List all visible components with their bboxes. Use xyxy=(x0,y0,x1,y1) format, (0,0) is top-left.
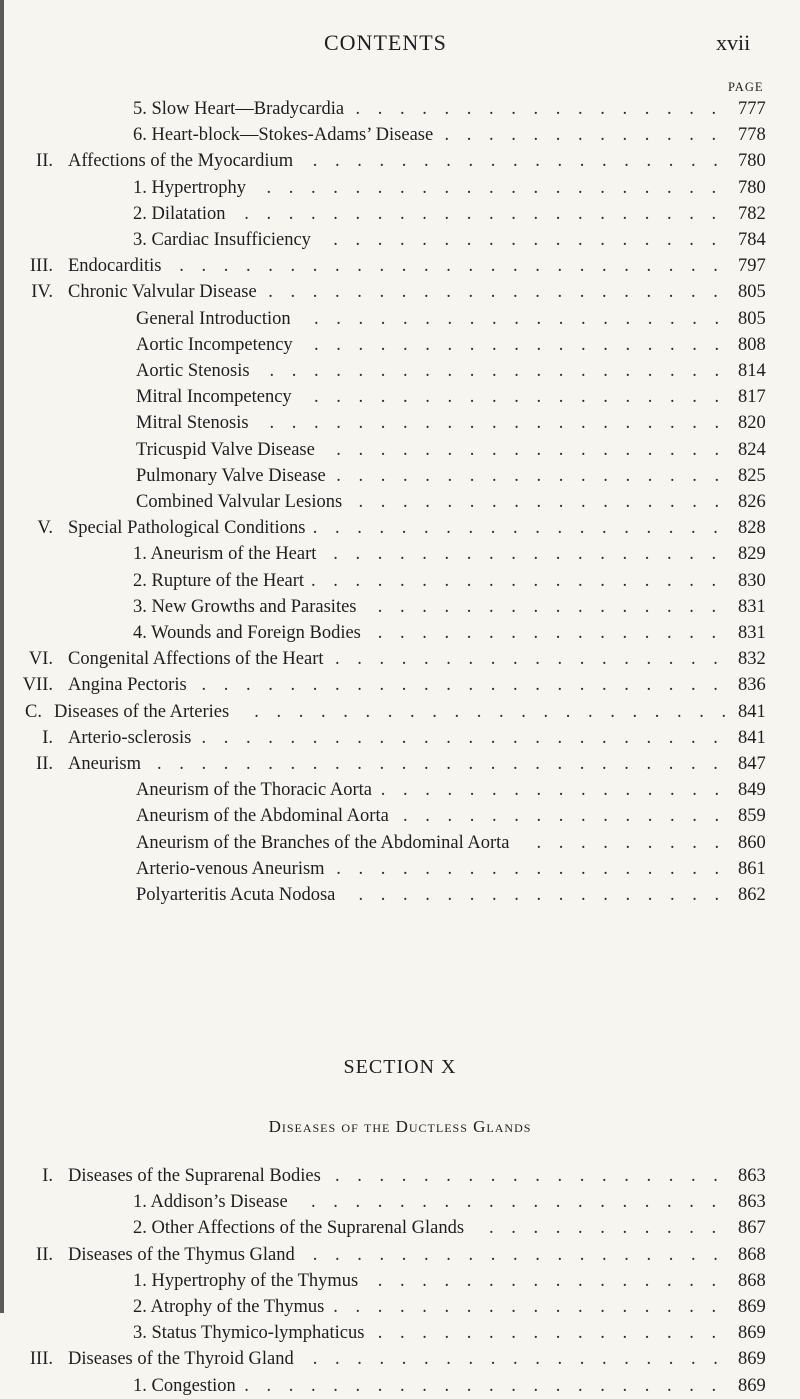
toc-entry[interactable] xyxy=(0,122,800,148)
toc-entry-title: Aortic Stenosis . . . xyxy=(136,358,734,384)
toc-entry-title: Special Pathological Conditions . . . xyxy=(68,515,734,541)
toc-entry-page: 805 xyxy=(738,282,766,303)
toc-entry-title: Tricuspid Valve Disease . . . xyxy=(136,437,734,463)
toc-entry-number: II. xyxy=(36,754,53,774)
toc-entry-title: Congenital Affections of the Heart . . . xyxy=(68,646,734,672)
toc-entry-title: Mitral Incompetency . . . xyxy=(136,384,734,410)
toc-entry-page: 860 xyxy=(738,832,766,853)
toc-entry-number: V. xyxy=(37,518,53,539)
toc-entry-title: 1. Congestion . . . xyxy=(133,1373,734,1399)
toc-entry-page: 820 xyxy=(738,413,766,434)
toc-entry[interactable] xyxy=(0,1294,800,1320)
toc-entry[interactable] xyxy=(0,646,800,672)
toc-entry-title: Aneurism of the Abdominal Aorta . . . xyxy=(136,803,734,829)
toc-entry-page: 849 xyxy=(738,780,766,801)
toc-entry-number: III. xyxy=(29,1349,53,1370)
section-subtitle: Diseases of the Ductless Glands xyxy=(268,1117,532,1136)
toc-entry[interactable] xyxy=(0,253,800,279)
toc-entry-title: Arterio-venous Aneurism . . . xyxy=(136,856,734,882)
toc-entry-page: 782 xyxy=(738,203,766,224)
toc-entry-page: 869 xyxy=(738,1323,766,1344)
toc-entry-title: Pulmonary Valve Disease . . . xyxy=(136,463,734,489)
toc-entry[interactable] xyxy=(0,672,800,698)
toc-entry[interactable] xyxy=(0,699,800,725)
toc-entry-title: Arterio-sclerosis . . . xyxy=(68,725,734,751)
page-header xyxy=(0,30,800,60)
toc-entry-number: III. xyxy=(29,256,53,277)
toc-entry[interactable] xyxy=(0,1163,800,1189)
toc-entry[interactable] xyxy=(0,201,800,227)
toc-entry-number: II. xyxy=(36,1244,53,1265)
toc-entry[interactable] xyxy=(0,620,800,646)
toc-entry[interactable] xyxy=(0,725,800,751)
toc-entry-title: 3. New Growths and Parasites . . . xyxy=(133,594,734,620)
toc-entry[interactable] xyxy=(0,515,800,541)
toc-entry[interactable] xyxy=(0,803,800,829)
toc-entry-page: 831 xyxy=(738,623,766,643)
toc-entry-title: Aortic Incompetency . . . xyxy=(136,332,734,358)
toc-entry-page: 868 xyxy=(738,1270,766,1291)
toc-entry[interactable] xyxy=(0,541,800,567)
toc-entry-page: 867 xyxy=(738,1218,766,1239)
toc-entry[interactable] xyxy=(0,358,800,384)
page-column-label: PAGE xyxy=(728,80,764,94)
toc-entry-title: Diseases of the Suprarenal Bodies . . . xyxy=(68,1163,734,1189)
toc-entry[interactable] xyxy=(0,1373,800,1399)
toc-entry[interactable] xyxy=(0,410,800,436)
toc-entry-page: 868 xyxy=(738,1244,766,1265)
toc-entry[interactable] xyxy=(0,384,800,410)
toc-entry[interactable] xyxy=(0,1268,800,1294)
toc-entry-page: 780 xyxy=(738,177,766,198)
toc-entry-title: Diseases of the Thyroid Gland . . . xyxy=(68,1346,734,1372)
toc-entry-title: Aneurism of the Branches of the Abdominal Aorta . . . xyxy=(136,830,734,856)
toc-entry[interactable] xyxy=(0,568,800,594)
toc-entry[interactable] xyxy=(0,830,800,856)
toc-entry-title: 5. Slow Heart—Bradycardia . . . xyxy=(133,96,734,122)
toc-entry-page: 830 xyxy=(738,570,766,591)
toc-entry-page: 863 xyxy=(738,1192,766,1213)
toc-entry-title: Aneurism of the Thoracic Aorta . . . xyxy=(136,777,734,803)
toc-entry-page: 784 xyxy=(738,230,766,250)
toc-entry-page: 863 xyxy=(738,1166,766,1186)
toc-entry-title: Affections of the Myocardium . . . xyxy=(68,148,734,174)
toc-entry[interactable] xyxy=(0,594,800,620)
toc-entry-title: 1. Hypertrophy of the Thymus . . . xyxy=(133,1268,734,1294)
toc-entry-page: 817 xyxy=(738,387,766,408)
running-title: CONTENTS xyxy=(324,30,447,55)
toc-entry-page: 869 xyxy=(738,1375,766,1396)
toc-entry-title: 6. Heart-block—Stokes-Adams’ Disease . . . xyxy=(133,122,734,148)
toc-entry-page: 869 xyxy=(738,1297,766,1317)
toc-entry-page: 836 xyxy=(738,675,766,696)
toc-entry[interactable] xyxy=(0,175,800,201)
toc-entry-title: 2. Atrophy of the Thymus . . . xyxy=(133,1294,734,1320)
toc-entry-page: 826 xyxy=(738,492,766,512)
toc-entry-page: 862 xyxy=(738,885,766,905)
toc-entry-page: 808 xyxy=(738,334,766,355)
toc-entry-title: 1. Hypertrophy . . . xyxy=(133,175,734,201)
toc-entry[interactable] xyxy=(0,489,800,515)
toc-entry-number: VII. xyxy=(22,675,53,696)
toc-entry[interactable] xyxy=(0,279,800,305)
toc-entry-title: 3. Cardiac Insufficiency . . . xyxy=(133,227,734,253)
toc-entry-title: Diseases of the Thymus Gland . . . xyxy=(68,1242,734,1268)
toc-entry-title: Aneurism . . . xyxy=(68,751,734,777)
toc-entry-page: 824 xyxy=(738,439,766,460)
toc-entry-title: 2. Rupture of the Heart . . . xyxy=(133,568,734,594)
toc-entry[interactable] xyxy=(0,1346,800,1372)
toc-entry[interactable] xyxy=(0,1215,800,1241)
toc-entry-title: Chronic Valvular Disease . . . xyxy=(68,279,734,305)
page-number: xvii xyxy=(716,30,751,55)
toc-entry-title: Combined Valvular Lesions . . . xyxy=(136,489,734,515)
toc-entry[interactable] xyxy=(0,96,800,122)
toc-entry-title: 1. Aneurism of the Heart . . . xyxy=(133,541,734,567)
toc-entry[interactable] xyxy=(0,856,800,882)
toc-entry-page: 861 xyxy=(738,858,766,879)
toc-entry-title: Mitral Stenosis . . . xyxy=(136,410,734,436)
toc-entry[interactable] xyxy=(0,463,800,489)
toc-entry-number: VI. xyxy=(28,649,53,670)
toc-entry[interactable] xyxy=(0,882,800,908)
toc-entry[interactable] xyxy=(0,1320,800,1346)
toc-entry-page: 778 xyxy=(738,125,766,146)
toc-entry-page: 829 xyxy=(738,544,766,565)
toc-entry-title: 1. Addison’s Disease . . . xyxy=(133,1189,734,1215)
toc-entry[interactable] xyxy=(0,148,800,174)
toc-entry[interactable] xyxy=(0,332,800,358)
toc-entry[interactable] xyxy=(0,777,800,803)
toc-entry-page: 847 xyxy=(738,754,766,774)
toc-entry-number: II. xyxy=(36,151,53,172)
toc-entry[interactable] xyxy=(0,306,800,332)
toc-entry-page: 831 xyxy=(738,596,766,617)
toc-entry-page: 832 xyxy=(738,649,766,670)
toc-entry-page: 805 xyxy=(738,308,766,329)
toc-entry-title: Polyarteritis Acuta Nodosa . . . xyxy=(136,882,734,908)
toc-entry-page: 859 xyxy=(738,806,766,827)
toc-entry[interactable] xyxy=(0,437,800,463)
toc-entry-title: 2. Dilatation . . . xyxy=(133,201,734,227)
toc-entry-title: Endocarditis . . . xyxy=(68,253,734,279)
toc-entry-number: C. xyxy=(25,701,42,722)
toc-entry-title: Angina Pectoris . . . xyxy=(68,672,734,698)
toc-entry[interactable] xyxy=(0,1242,800,1268)
toc-entry-title: Diseases of the Arteries . . . xyxy=(54,699,734,725)
toc-entry-page: 869 xyxy=(738,1349,766,1370)
toc-entry-page: 841 xyxy=(738,727,766,748)
toc-entry-page: 797 xyxy=(738,256,766,277)
toc-entry[interactable] xyxy=(0,227,800,253)
toc-entry-title: 2. Other Affections of the Suprarenal Glands . . . xyxy=(133,1215,734,1241)
toc-entry-page: 828 xyxy=(738,518,766,539)
toc-entry-page: 841 xyxy=(738,701,766,722)
toc-entry-page: 814 xyxy=(738,361,766,381)
toc-entry-title: General Introduction . . . xyxy=(136,306,734,332)
toc-entry-title: 3. Status Thymico-lymphaticus . . . xyxy=(133,1320,734,1346)
toc-entry-page: 780 xyxy=(738,151,766,172)
toc-entry-number: I. xyxy=(42,1166,53,1186)
toc-entry-title: 4. Wounds and Foreign Bodies . . . xyxy=(133,620,734,646)
toc-entry[interactable] xyxy=(0,1189,800,1215)
section-title: SECTION X xyxy=(343,1056,457,1078)
toc-entry-number: IV. xyxy=(31,282,53,303)
toc-entry-page: 777 xyxy=(738,99,766,119)
toc-entry-number: I. xyxy=(42,727,53,748)
toc-entry[interactable] xyxy=(0,751,800,777)
toc-entry-page: 825 xyxy=(738,465,766,486)
